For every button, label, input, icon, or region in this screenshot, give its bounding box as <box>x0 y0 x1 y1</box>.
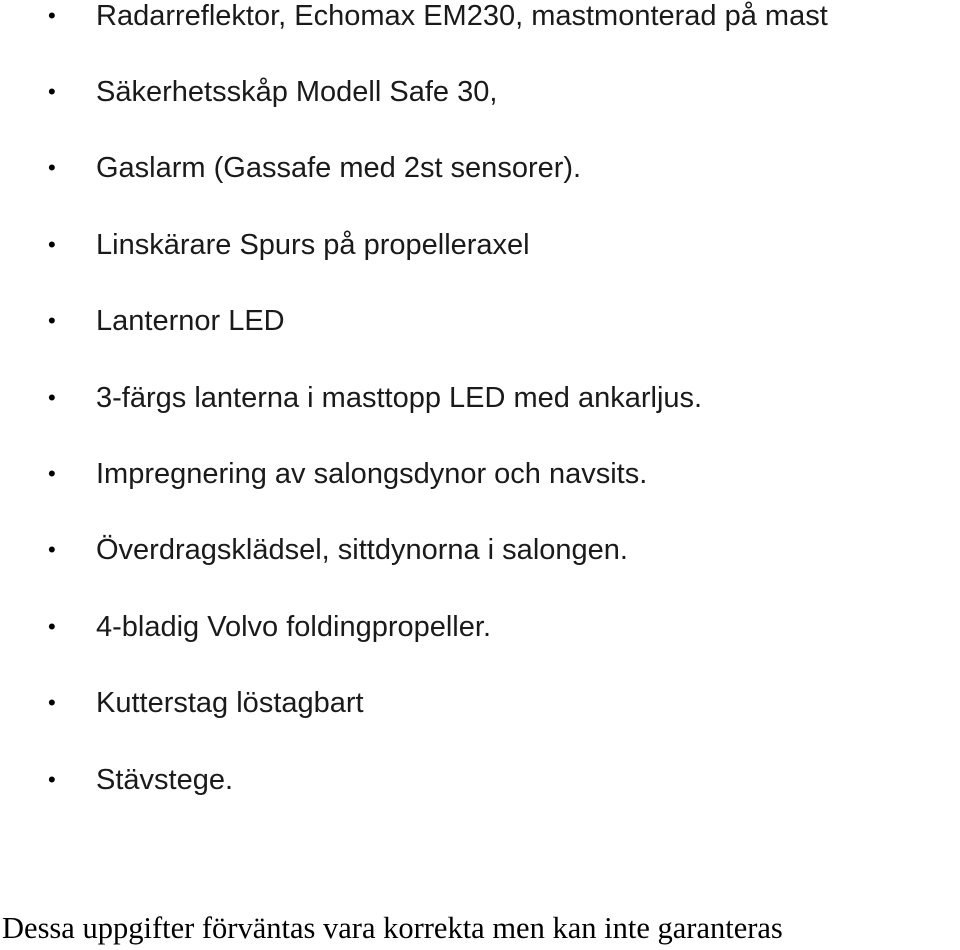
list-item <box>0 301 960 341</box>
list-item-text: Impregnering av salongsdynor och navsits. <box>96 458 648 490</box>
bullet-icon: • <box>48 461 56 486</box>
list-item-text: Stävstege. <box>96 764 234 796</box>
bullet-icon: • <box>48 308 56 333</box>
list-item <box>0 760 960 800</box>
bullet-icon: • <box>48 690 56 715</box>
bullet-icon: • <box>48 385 56 410</box>
list-item <box>0 148 960 188</box>
list-item-text: Överdragsklädsel, sittdynorna i salongen. <box>96 534 628 566</box>
list-item <box>0 683 960 723</box>
list-item <box>0 530 960 570</box>
list-item <box>0 378 960 418</box>
list-item <box>0 607 960 647</box>
bullet-icon: • <box>48 232 56 257</box>
list-item-text: Kutterstag löstagbart <box>96 687 364 719</box>
list-item-text: Gaslarm (Gassafe med 2st sensorer). <box>96 152 582 184</box>
list-item-text: 3-färgs lanterna i masttopp LED med ankarljus. <box>96 382 703 414</box>
list-item <box>0 0 960 36</box>
disclaimer-text: Dessa uppgifter förväntas vara korrekta men kan inte garanteras <box>2 911 783 945</box>
list-item-text: 4-bladig Volvo foldingpropeller. <box>96 611 491 643</box>
list-item <box>0 454 960 494</box>
list-item-text: Radarreflektor, Echomax EM230, mastmonterad på mast <box>96 0 828 32</box>
bullet-icon: • <box>48 614 56 639</box>
list-item <box>0 225 960 265</box>
bullet-icon: • <box>48 155 56 180</box>
bullet-icon: • <box>48 767 56 792</box>
bullet-icon: • <box>48 537 56 562</box>
list-item-text: Lanternor LED <box>96 305 285 337</box>
list-item-text: Säkerhetsskåp Modell Safe 30, <box>96 76 498 108</box>
bullet-icon: • <box>48 3 56 28</box>
list-item-text: Linskärare Spurs på propelleraxel <box>96 229 530 261</box>
bullet-icon: • <box>48 79 56 104</box>
list-item <box>0 72 960 112</box>
